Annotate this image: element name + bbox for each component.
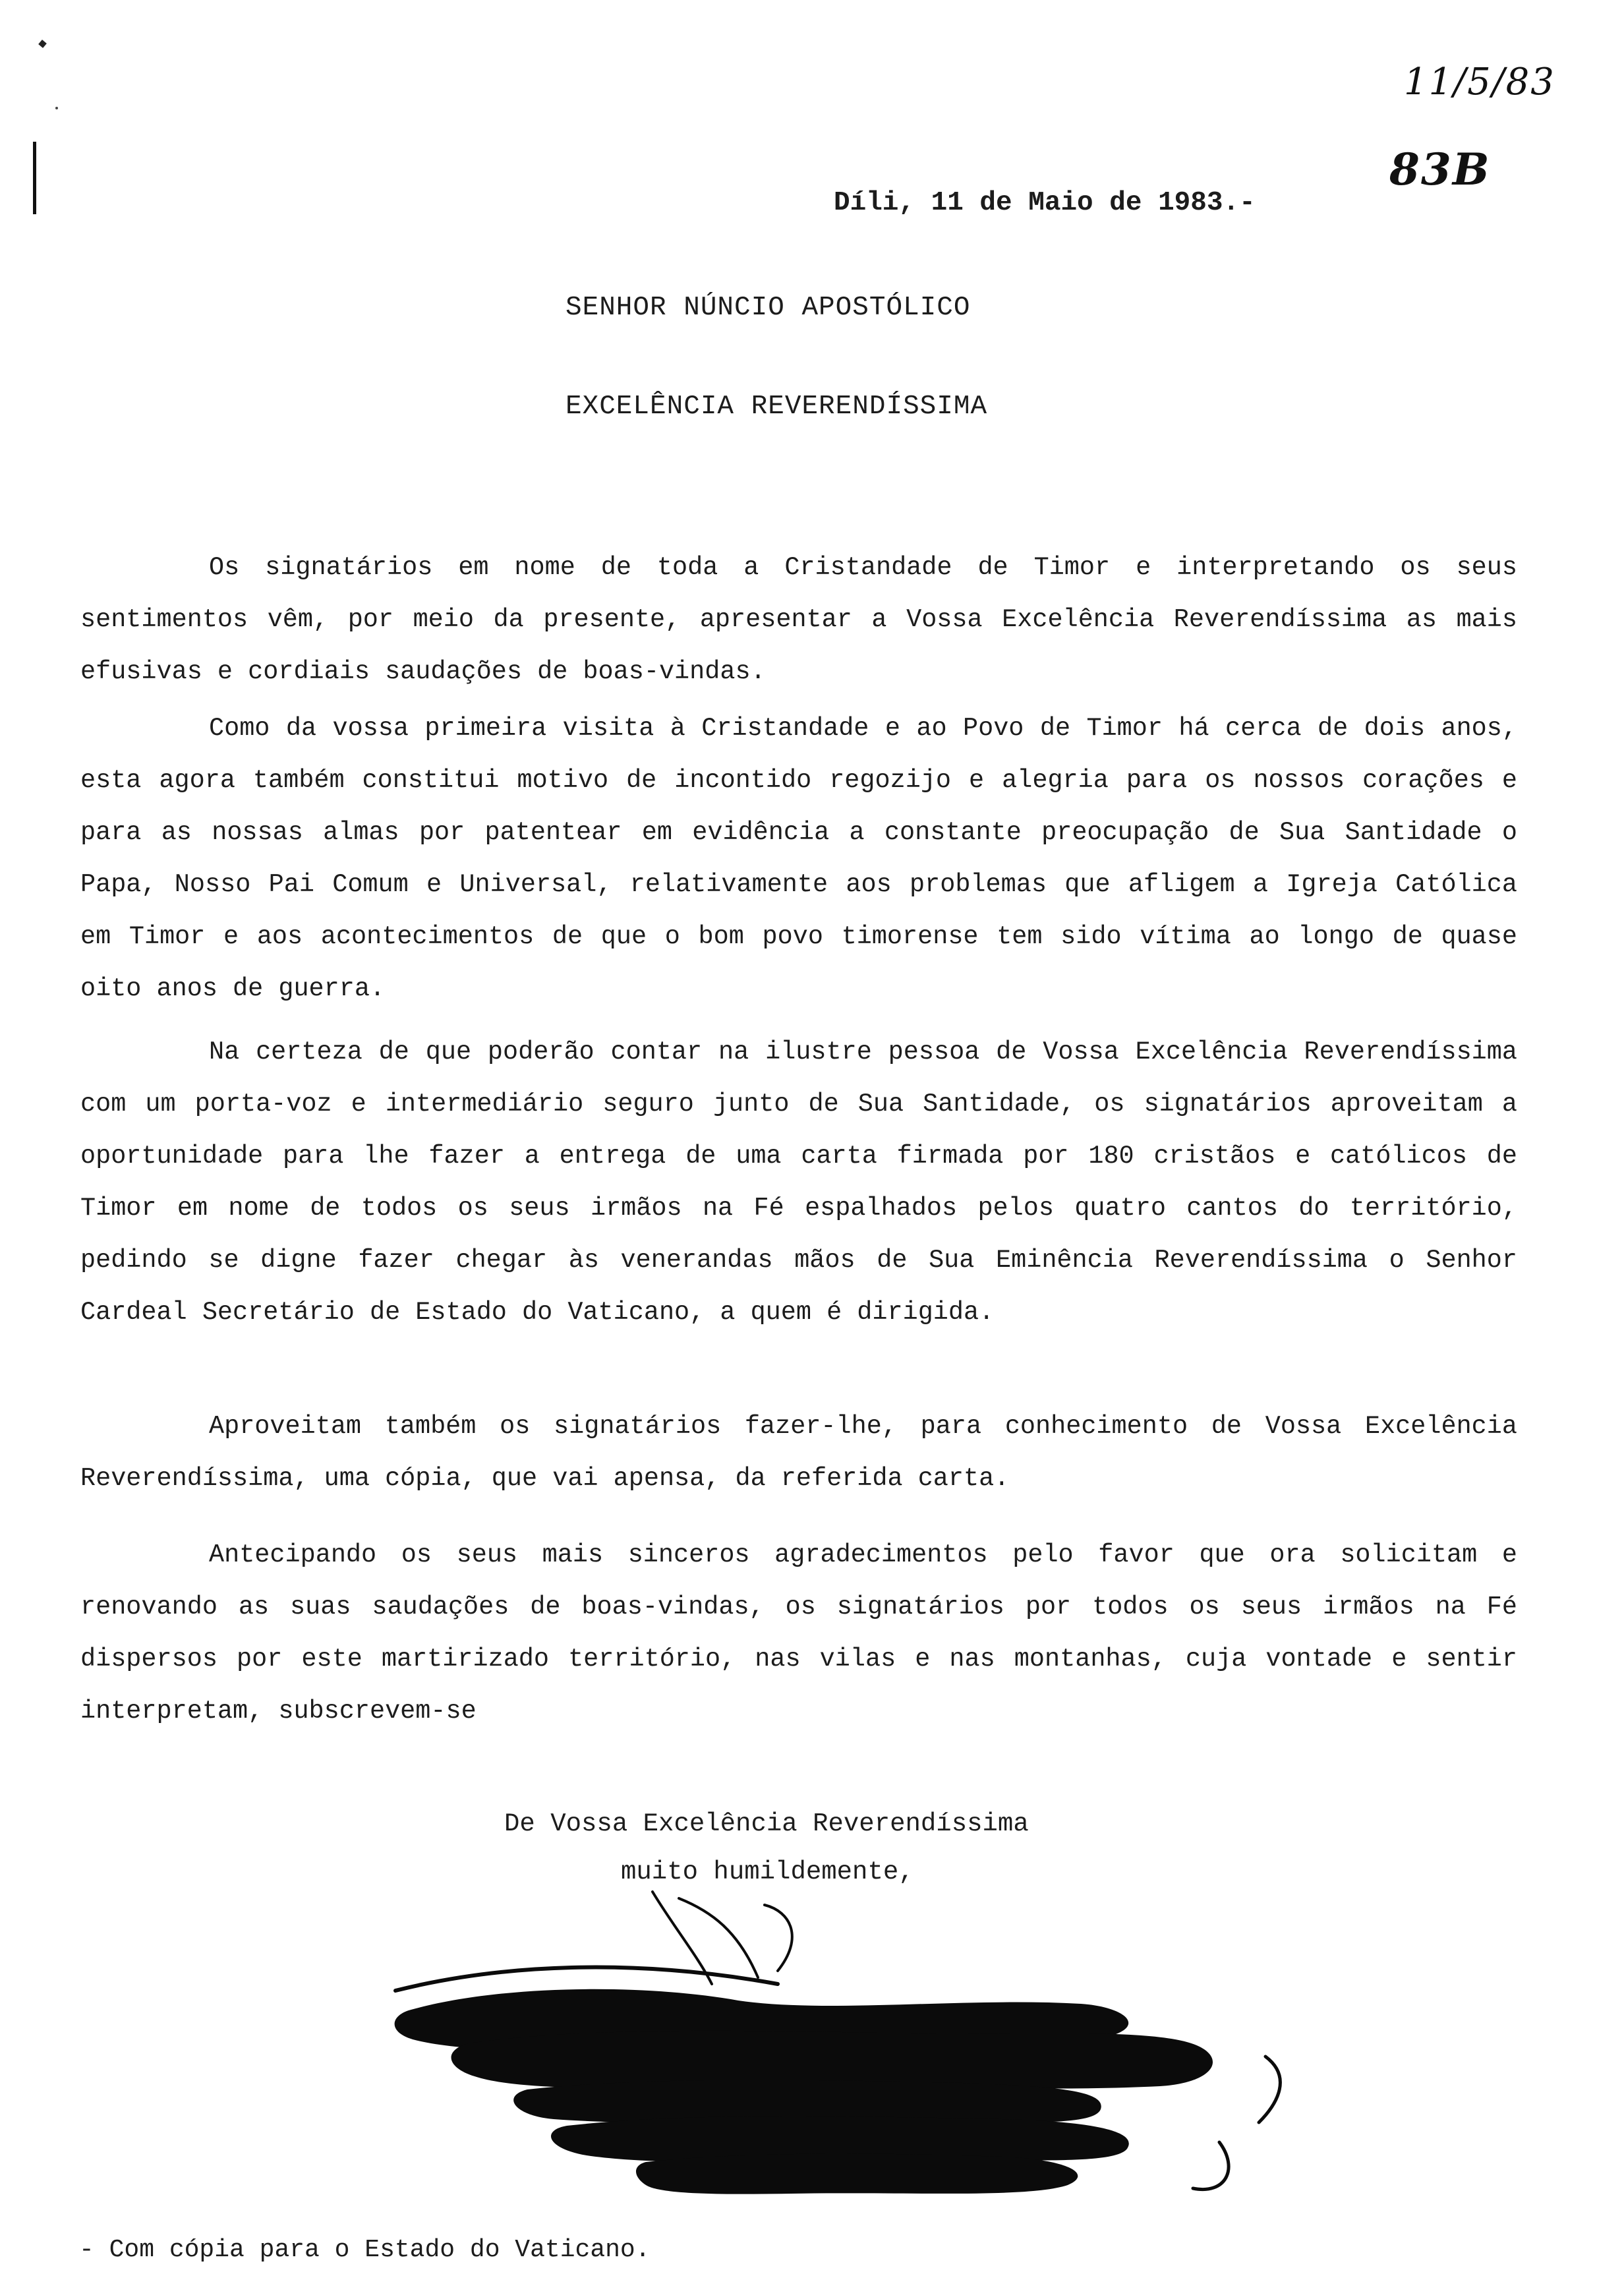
margin-mark [33,142,36,214]
addressee-title: SENHOR NÚNCIO APOSTÓLICO [566,293,971,323]
letter-paragraph-5 [80,1529,1517,1738]
handwritten-date-annotation: 11/5/83 [1404,61,1555,103]
letter-date-line: Díli, 11 de Maio de 1983.- [834,188,1256,218]
letter-paragraph-3 [80,1026,1517,1339]
letter-paragraph-4 [80,1401,1517,1505]
letter-paragraph-2 [80,703,1517,1015]
paragraph-text: Na certeza de que poderão contar na ilustre pessoa de Vossa Excelência Reverendíssima com um porta-voz e intermediário seguro junto de Sua Santidade, os signatários aproveitam a oportunidade para lhe fazer a entrega de uma carta firmada por 180 cristãos e católicos de Timor em nome de todos os seus irmãos na Fé espalhados pelos quatro cantos do território, pedindo se digne fazer chegar às venerandas mãos de Sua Eminência Reverendíssima o Senhor Cardeal Secretário de Estado do Vaticano, a quem é dirigida. [80,1037,1517,1327]
paragraph-text: Aproveitam também os signatários fazer-lhe, para conhecimento de Vossa Excelência Reverendíssima, uma cópia, que vai apensa, da referida carta. [80,1412,1517,1493]
closing-line-humbly: muito humildemente, [621,1857,914,1886]
scan-speck [55,107,58,109]
redaction-ink [395,1989,1213,2194]
letter-paragraph-1 [80,542,1517,698]
handwritten-reference-number: 83B [1389,144,1491,195]
paragraph-text: Os signatários em nome de toda a Cristandade de Timor e interpretando os seus sentimentos vêm, por meio da presente, apresentar a Vossa Excelência Reverendíssima as mais efusivas e cordiais saudações de boas-vindas. [80,553,1517,686]
salutation: EXCELÊNCIA REVERENDÍSSIMA [566,392,988,422]
copy-note-footer: - Com cópia para o Estado do Vaticano. [79,2236,651,2264]
paragraph-text: Antecipando os seus mais sinceros agradecimentos pelo favor que ora solicitam e renovando as suas saudações de boas-vindas, os signatários por todos os seus irmãos na Fé dispersos por este martirizado território, nas vilas e nas montanhas, cuja vontade e sentir interpretam, subscrevem-se [80,1540,1517,1726]
closing-line: De Vossa Excelência Reverendíssima [504,1809,1029,1838]
paragraph-text: Como da vossa primeira visita à Cristandade e ao Povo de Timor há cerca de dois anos, esta agora também constitui motivo de incontido regozijo e alegria para os nossos corações e para as nossas almas por patentear em evidência a constante preocupação de Sua Santidade o Papa, Nosso Pai Comum e Universal, relativamente aos problemas que afligem a Igreja Católica em Timor e aos acontecimentos de que o bom povo timorense tem sido vítima ao longo de quase oito anos de guerra. [80,714,1517,1003]
redacted-signature-block [369,1885,1305,2215]
scan-speck [38,40,47,48]
redaction-scribble [369,1885,1305,2215]
